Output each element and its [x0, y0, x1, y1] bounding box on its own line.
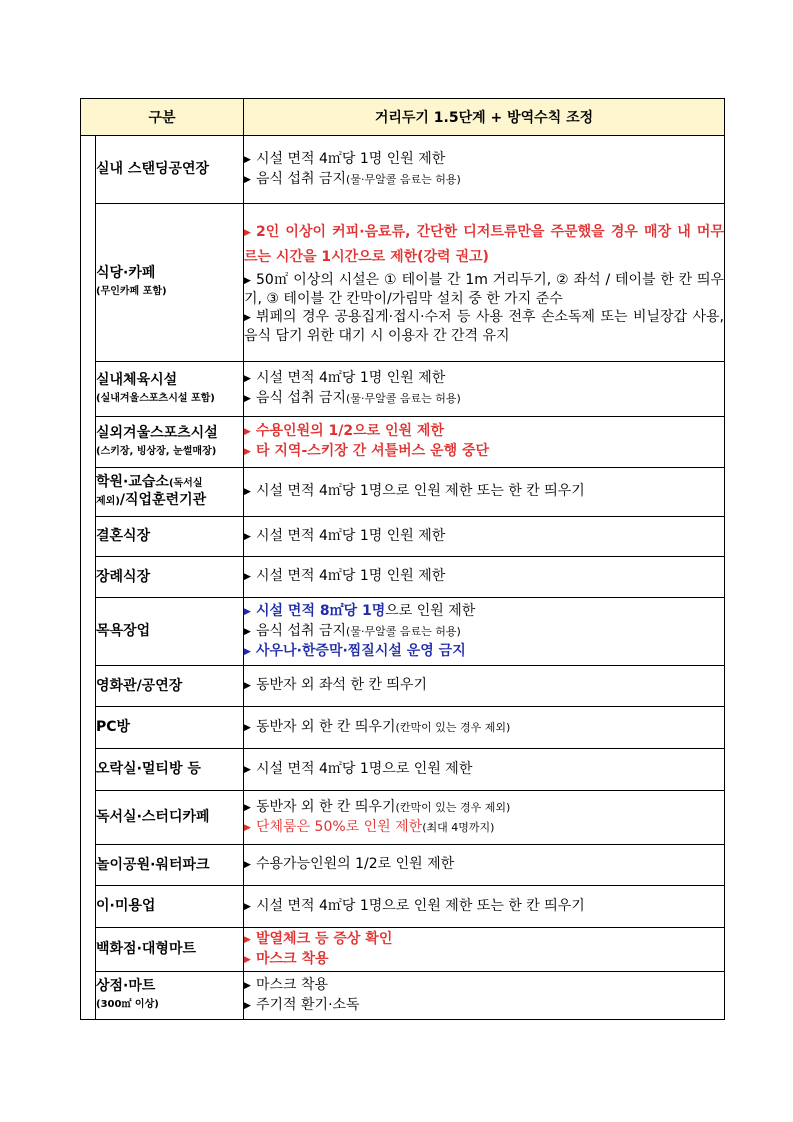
- category-name: 상점·마트: [96, 978, 156, 994]
- category-cell: [96, 791, 244, 845]
- rule-text: 시설 면적 4㎡당 1명으로 인원 제한 또는 한 칸 띄우기: [256, 483, 585, 499]
- category-name: 독서실·스터디카페: [96, 809, 210, 825]
- category-name: 오락실·멀티방 등: [96, 761, 201, 777]
- rule-text: 단체룸은 50%로 인원 제한: [256, 818, 423, 835]
- table-row: [81, 707, 725, 749]
- category-cell: [96, 666, 244, 707]
- bullet-icon: ▶: [244, 681, 251, 691]
- bullet-icon: ▶: [244, 313, 251, 323]
- rule-text: 뷔페의 경우 공용집게·접시·수저 등 사용 전후 손소독제 또는 비닐장갑 사용, 음식 담기 위한 대기 시 이용자 간 간격 유지: [244, 309, 724, 344]
- bullet-icon: ▶: [244, 174, 251, 185]
- rule-text: 음식 섭취 금지: [256, 170, 347, 187]
- bullet-icon: ▶: [244, 572, 251, 582]
- rule-text: 동반자 외 좌석 한 칸 띄우기: [256, 677, 428, 693]
- category-cell: [96, 972, 244, 1020]
- table-row: [81, 791, 725, 845]
- category-cell: [96, 749, 244, 791]
- left-gutter: [81, 136, 96, 1020]
- rule-cell: [244, 749, 725, 791]
- rule-note: (물·무알콜 음료는 허용): [346, 624, 461, 638]
- bullet-icon: ▶: [244, 228, 251, 238]
- rule-text: 시설 면적 4㎡당 1명 인원 제한: [256, 527, 446, 544]
- category-cell: [96, 204, 244, 362]
- rule-cell: [244, 362, 725, 417]
- rule-text: 마스크 착용: [256, 950, 329, 967]
- rule-text: 타 지역-스키장 간 셔틀버스 운행 중단: [256, 443, 490, 459]
- rule-text: 수용가능인원의 1/2로 인원 제한: [256, 856, 455, 872]
- rule-note: (칸막이 있는 경우 제외): [395, 720, 511, 734]
- rule-cell: [244, 557, 725, 598]
- category-cell: [96, 886, 244, 928]
- bullet-icon: ▶: [244, 154, 251, 165]
- rule-text: 시설 면적 4㎡당 1명으로 인원 제한: [256, 760, 473, 777]
- rule-text: 시설 면적 8㎡당 1명: [256, 602, 386, 619]
- rule-cell: [244, 972, 725, 1020]
- rule-text: 시설 면적 4㎡당 1명으로 인원 제한 또는 한 칸 띄우기: [256, 897, 585, 914]
- category-cell: [96, 417, 244, 468]
- category-name: 결혼식장: [96, 528, 151, 544]
- rule-text: 시설 면적 4㎡당 1명 인원 제한: [256, 568, 446, 584]
- category-subtitle: (무인카페 포함): [96, 286, 167, 297]
- bullet-icon: ▶: [244, 764, 251, 775]
- category-name: 실외겨울스포츠시설: [96, 424, 218, 441]
- table-row: [81, 749, 725, 791]
- category-cell: [96, 468, 244, 517]
- rule-text: 2인 이상이 커피·음료류, 간단한 디저트류만을 주문했을 경우 매장 내 머무르는 시간을 1시간으로 제한(강력 권고): [244, 224, 724, 265]
- rule-text: 동반자 외 한 칸 띄우기: [256, 798, 396, 815]
- bullet-icon: ▶: [244, 722, 251, 733]
- table-row: [81, 557, 725, 598]
- category-subtitle: (독서실: [168, 478, 203, 489]
- rule-text: 마스크 착용: [256, 976, 329, 993]
- table-row: [81, 928, 725, 972]
- table-row: [81, 468, 725, 517]
- bullet-icon: ▶: [244, 427, 251, 437]
- bullet-icon: ▶: [244, 934, 251, 945]
- header-category: 구분: [81, 99, 244, 136]
- rule-text: 동반자 외 한 칸 띄우기: [256, 718, 396, 735]
- rule-cell: [244, 517, 725, 557]
- rule-text: 음식 섭취 금지: [256, 622, 347, 639]
- rule-cell: [244, 928, 725, 972]
- table-header-row: [81, 99, 725, 136]
- bullet-icon: ▶: [244, 980, 251, 991]
- category-name: 실내체육시설: [96, 371, 178, 388]
- category-cell: [96, 362, 244, 417]
- rule-cell: [244, 845, 725, 886]
- bullet-icon: ▶: [244, 646, 251, 657]
- bullet-icon: ▶: [244, 901, 251, 912]
- category-cell: [96, 928, 244, 972]
- table-row: [81, 598, 725, 666]
- rule-text: 수용인원의 1/2으로 인원 제한: [256, 423, 444, 439]
- rule-note: (최대 4명까지): [422, 820, 495, 834]
- rule-cell: [244, 598, 725, 666]
- category-name: /직업훈련기관: [119, 492, 207, 508]
- category-cell: [96, 845, 244, 886]
- bullet-icon: ▶: [244, 802, 251, 813]
- bullet-icon: ▶: [244, 860, 251, 870]
- category-subtitle: (300㎡ 이상): [96, 999, 159, 1010]
- category-name: 실내 스탠딩공연장: [96, 161, 210, 177]
- table-row: [81, 845, 725, 886]
- rule-text: 발열체크 등 증상 확인: [256, 930, 393, 947]
- quarantine-rules-table: [80, 98, 725, 1020]
- rule-cell: [244, 468, 725, 517]
- category-cell: [96, 598, 244, 666]
- rule-note: (칸막이 있는 경우 제외): [395, 800, 511, 814]
- category-name: 목욕장업: [96, 623, 151, 639]
- rule-note: (물·무알콜 음료는 허용): [346, 172, 461, 186]
- bullet-icon: ▶: [244, 626, 251, 637]
- table-row: [81, 666, 725, 707]
- bullet-icon: ▶: [244, 954, 251, 965]
- table-row: [81, 362, 725, 417]
- category-name: PC방: [96, 719, 131, 735]
- bullet-icon: ▶: [244, 1000, 251, 1011]
- table-row: [81, 972, 725, 1020]
- bullet-icon: ▶: [244, 447, 251, 457]
- rule-text: 시설 면적 4㎡당 1명 인원 제한: [256, 150, 446, 167]
- category-subtitle: (실내겨울스포츠시설 포함): [96, 392, 215, 404]
- category-cell: [96, 557, 244, 598]
- category-cell: [96, 136, 244, 204]
- category-name: 장례식장: [96, 568, 151, 585]
- bullet-icon: ▶: [244, 606, 251, 617]
- bullet-icon: ▶: [244, 394, 251, 404]
- table-row: [81, 417, 725, 468]
- table-row: [81, 136, 725, 204]
- rule-text: 사우나·한증막·찜질시설 운영 금지: [256, 642, 466, 659]
- rule-cell: [244, 791, 725, 845]
- bullet-icon: ▶: [244, 531, 251, 542]
- category-name: 영화관/공연장: [96, 677, 183, 694]
- rule-cell: [244, 666, 725, 707]
- category-name: 학원·교습소: [96, 474, 169, 490]
- table-row: [81, 886, 725, 928]
- rule-text: 주기적 환기·소독: [256, 996, 360, 1013]
- category-cell: [96, 517, 244, 557]
- rule-cell: [244, 886, 725, 928]
- rule-note: (물·무알콜 음료는 허용): [346, 392, 461, 405]
- rule-text: 50㎡ 이상의 시설은 ① 테이블 간 1m 거리두기, ② 좌석 / 테이블 한 칸 띄우기, ③ 테이블 간 칸막이/가림막 설치 중 한 가지 준수: [244, 272, 724, 307]
- category-subtitle: 제외): [96, 496, 120, 507]
- category-subtitle: (스키장, 빙상장, 눈썰매장): [96, 445, 217, 457]
- rule-cell: [244, 204, 725, 362]
- bullet-icon: ▶: [244, 374, 251, 384]
- bullet-icon: ▶: [244, 822, 251, 833]
- bullet-icon: ▶: [244, 276, 251, 286]
- rule-cell: [244, 707, 725, 749]
- header-rules: 거리두기 1.5단계 + 방역수칙 조정: [244, 99, 725, 136]
- table-row: [81, 517, 725, 557]
- rule-cell: [244, 417, 725, 468]
- category-name: 식당·카페: [96, 265, 156, 281]
- category-name: 놀이공원·워터파크: [96, 856, 210, 873]
- category-name: 백화점·대형마트: [96, 941, 196, 957]
- rule-text: 으로 인원 제한: [385, 602, 476, 619]
- rule-text: 음식 섭취 금지: [256, 390, 347, 406]
- category-name: 이·미용업: [96, 898, 156, 914]
- bullet-icon: ▶: [244, 487, 251, 497]
- rule-cell: [244, 136, 725, 204]
- category-cell: [96, 707, 244, 749]
- table-row: [81, 204, 725, 362]
- rule-text: 시설 면적 4㎡당 1명 인원 제한: [256, 370, 446, 386]
